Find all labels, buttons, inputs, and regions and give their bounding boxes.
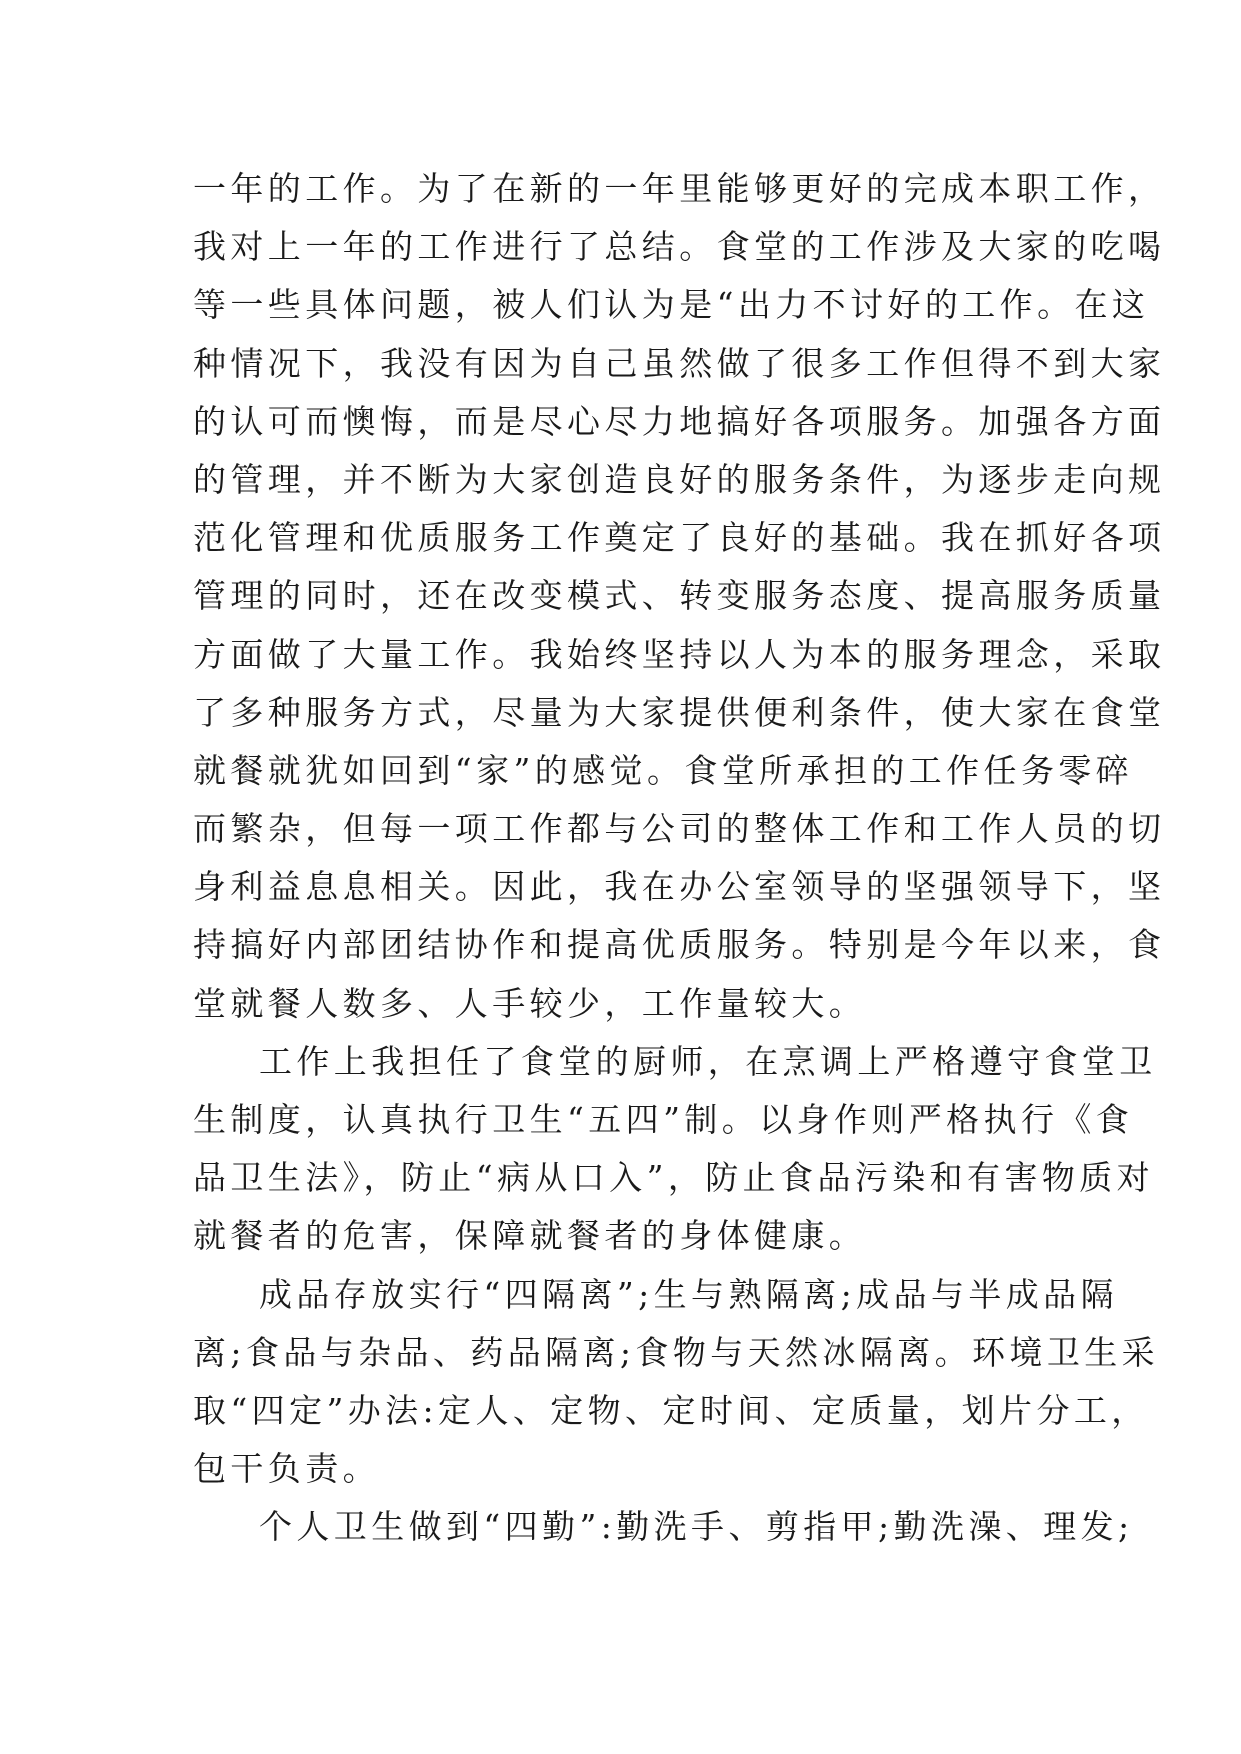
text-line: 范化管理和优质服务工作奠定了良好的基础。我在抓好各项 xyxy=(193,518,1166,558)
text-line: 一年的工作。为了在新的一年里能够更好的完成本职工作， xyxy=(193,169,1166,208)
text-line: 我对上一年的工作进行了总结。食堂的工作涉及大家的吃喝 xyxy=(193,227,1166,267)
paragraph-4 xyxy=(193,1498,1134,1556)
text-line: 生制度，认真执行卫生“五四”制。以身作则严格执行《食 xyxy=(193,1100,1134,1139)
text-line: 身利益息息相关。因此，我在办公室领导的坚强领导下，坚 xyxy=(193,867,1166,907)
paragraph-2 xyxy=(193,1033,1157,1266)
text-line: 离;食品与杂品、药品隔离;食物与天然冰隔离。环境卫生采 xyxy=(193,1332,1160,1372)
text-line: 堂就餐人数多、人手较少，工作量较大。 xyxy=(193,983,867,1023)
text-line: 取“四定”办法:定人、定物、定时间、定质量，划片分工， xyxy=(193,1390,1149,1430)
text-line: 就餐者的危害，保障就餐者的身体健康。 xyxy=(193,1216,867,1256)
text-line: 等一些具体问题，被人们认为是“出力不讨好的工作。在这 xyxy=(193,285,1150,325)
body-text xyxy=(193,160,1166,1557)
text-line: 就餐就犹如回到“家”的感觉。食堂所承担的工作任务零碎 xyxy=(193,750,1134,790)
text-line: 成品存放实行“四隔离”;生与熟隔离;成品与半成品隔 xyxy=(259,1274,1118,1314)
text-line: 个人卫生做到“四勤”:勤洗手、剪指甲;勤洗澡、理发; xyxy=(259,1507,1134,1547)
text-line: 而繁杂，但每一项工作都与公司的整体工作和工作人员的切 xyxy=(193,809,1166,849)
text-line: 了多种服务方式，尽量为大家提供便利条件，使大家在食堂 xyxy=(193,692,1166,732)
text-line: 方面做了大量工作。我始终坚持以人为本的服务理念，采取 xyxy=(193,634,1166,674)
text-line: 持搞好内部团结协作和提高优质服务。特别是今年以来，食 xyxy=(193,925,1166,965)
paragraph-1 xyxy=(193,160,1166,1033)
text-line: 的认可而懊悔，而是尽心尽力地搞好各项服务。加强各方面 xyxy=(193,401,1166,441)
paragraph-3 xyxy=(193,1266,1160,1499)
text-line: 管理的同时，还在改变模式、转变服务态度、提高服务质量 xyxy=(193,576,1166,616)
text-line: 的管理，并不断为大家创造良好的服务条件，为逐步走向规 xyxy=(193,459,1166,499)
text-line: 包干负责。 xyxy=(193,1449,380,1489)
text-line: 种情况下，我没有因为自己虽然做了很多工作但得不到大家 xyxy=(193,343,1166,383)
text-line: 工作上我担任了食堂的厨师，在烹调上严格遵守食堂卫 xyxy=(259,1041,1157,1081)
text-line: 品卫生法》，防止“病从口入”，防止食品污染和有害物质对 xyxy=(193,1158,1155,1198)
